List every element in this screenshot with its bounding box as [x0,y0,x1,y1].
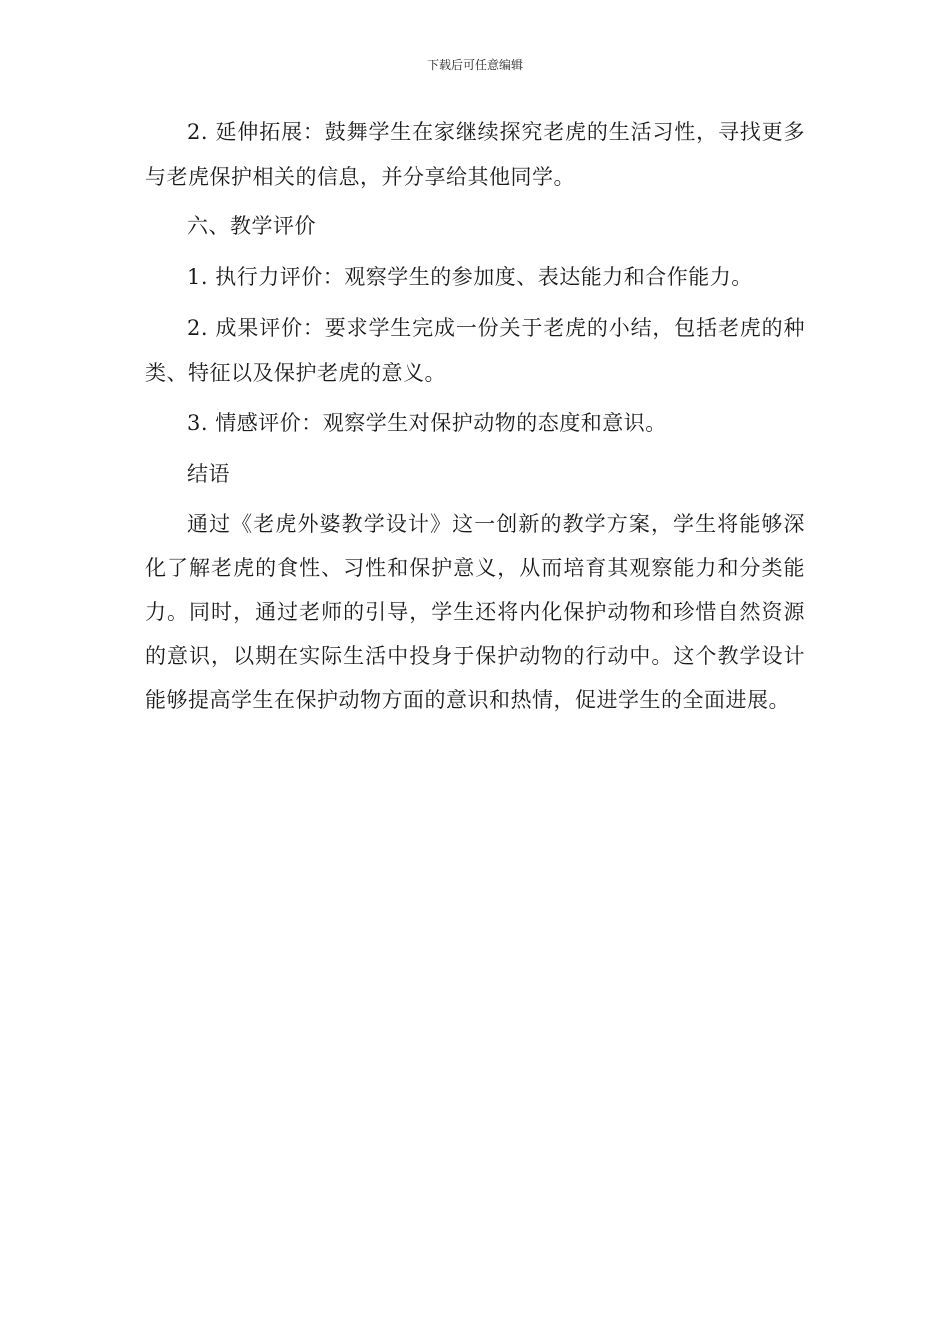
paragraph-extension-activity: 2. 延伸拓展：鼓舞学生在家继续探究老虎的生活习性，寻找更多与老虎保护相关的信息，并分享给其他同学。 [145,120,805,189]
section-heading-conclusion: 结语 [187,462,230,486]
paragraph-conclusion: 通过《老虎外婆教学设计》这一创新的教学方案，学生将能够深化了解老虎的食性、习性和保护意义，从而培育其观察能力和分类能力。同时，通过老师的引导，学生还将内化保护动物和珍惜自然资源的意识，以期在实际生活中投身于保护动物的行动中。这个教学设计能够提高学生在保护动物方面的意识和热情，促进学生的全面进展。 [145,512,805,712]
section-heading-teaching-evaluation: 六、教学评价 [187,214,316,238]
paragraph-outcome-evaluation: 2. 成果评价：要求学生完成一份关于老虎的小结，包括老虎的种类、特征以及保护老虎的意义。 [145,316,805,385]
document-body [145,110,805,722]
paragraph-execution-evaluation: 1. 执行力评价：观察学生的参加度、表达能力和合作能力。 [187,265,753,289]
header-note: 下载后可任意编辑 [426,58,523,72]
paragraph-emotional-evaluation: 3. 情感评价：观察学生对保护动物的态度和意识。 [187,411,667,435]
